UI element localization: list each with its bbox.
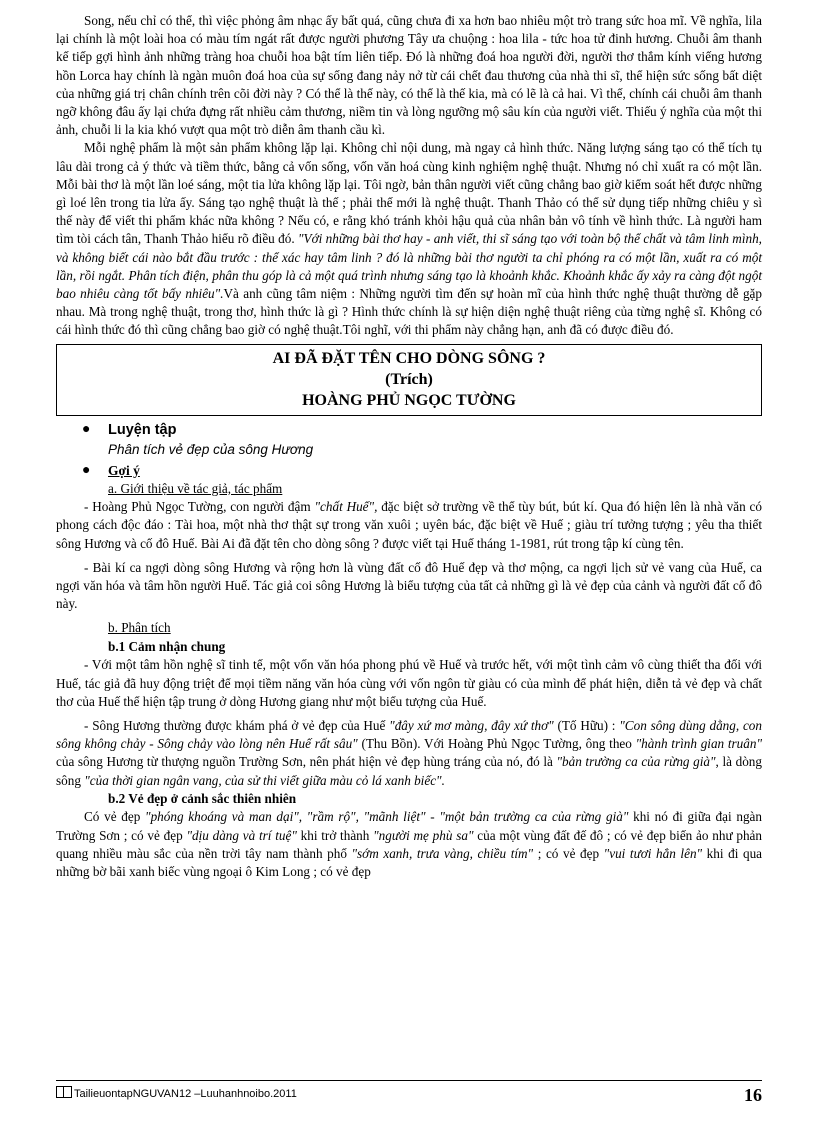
page-footer xyxy=(56,1080,762,1105)
section-a-paragraph-2: - Bài kí ca ngợi dòng sông Hương và rộng hơn là vùng đất cố đô Huế đẹp và thơ mộng, ca ngợi lịch sử vẻ vang của Huế, ca ngợi văn hóa và tâm hồn người Huế. Tác giả coi sông Hương là biểu tượng của tất cả những gì là vẻ đẹp của cảnh và người đất cố đô này. xyxy=(56,559,762,612)
intro-paragraph-2-quote: "Với những bài thơ hay - anh viết, thi sĩ sáng tạo với toàn bộ thể chất và tâm linh mình, và không biết cái nào bắt đầu trước : thể xác hay tâm linh ? đó là những bài thơ người ta chỉ phóng ra có một lần, xuất ra có một lần, rồi ngắt. Phân tích điện, phân thu góp là cả một quá trình nhưng sáng tạo là khoảnh khắc. Khoảnh khắc ấy xảy ra càng đột ngột bao nhiêu càng tốt bấy nhiêu". xyxy=(56,231,762,302)
practice-list xyxy=(56,420,762,440)
b2-text-c: khi trở thành xyxy=(296,827,374,843)
section-b2-title: b.2 Vẻ đẹp ở cảnh sắc thiên nhiên xyxy=(108,790,297,806)
bullet-icon: ● xyxy=(82,462,91,478)
section-a-title: a. Giới thiệu về tác giả, tác phẩm xyxy=(108,480,283,496)
footer-left xyxy=(56,1086,297,1100)
page-number: 16 xyxy=(744,1085,762,1105)
hint-item xyxy=(56,461,762,480)
b2-text-b: khi nó đi giữa đại ngàn Trường Sơn ; có vẻ đẹp xyxy=(56,809,762,843)
b2-quote-5: "vui tươi hẳn lên" xyxy=(603,845,703,861)
b1-p2-quote-4: "bản trường ca của rừng già" xyxy=(556,754,716,770)
b2-quote-3: "người mẹ phù sa" xyxy=(373,827,474,843)
intro-paragraph-1: Song, nếu chỉ có thể, thì việc phỏng âm nhạc ấy bất quá, cũng chưa đi xa hơn bao nhiêu một trò trang sức hoa mĩ. Về nghĩa, lila lại chính là một loài hoa có màu tím ngát rất được người phương Tây ưa chuộng : hoa lila - tức hoa tử đinh hương. Chuỗi âm thanh kế tiếp gợi hình ảnh những tràng hoa chuỗi hoa bật tím liên tiếp. Đó là những đoá hoa người đời, người thơ thắm kính viếng hương hồn Lorca hay chính là ngàn muôn đoá hoa của sự sống đang nảy nở từ cái chết đau thương của nhà thi sĩ, thể hiện sức sống bất diệt của những giá trị chân chính trên cõi đời này ? Có thể là thế này, có thể là thế kia, mà có lẽ là cả hai. Vì thế, chính cái chuỗi âm thanh ngỡ không đâu ấy lại chứa đựng rất nhiều cảm thương, niềm tin và lòng ngưỡng mộ sâu kín của người viết. Thiếu ý nghĩa của một thi ảnh, chuỗi li la kia khó vượt qua một trò diễn âm thanh cầu kì. xyxy=(56,13,762,138)
b2-text-d: của một vùng đất đế đô ; có vẻ đẹp biến ảo như phản quang nhiều màu sắc của nền trời tây nam thành phố xyxy=(56,827,763,861)
b1-p2-text-d: của sông Hương từ thượng nguồn Trường Sơn, nên phát hiện vẻ đẹp hùng tráng của nó, đó là xyxy=(56,754,557,770)
footer-text: TailieuontapNGUVAN12 –Luuhanhnoibo.2011 xyxy=(74,1088,297,1100)
b2-quote-1: "phóng khoáng và man dại", "rầm rộ", "mãnh liệt" - "một bản trường ca của rừng già" xyxy=(145,809,629,825)
b2-quote-2: "dịu dàng và trí tuệ" xyxy=(186,827,297,843)
b1-p2-quote-3: "hành trình gian truân" xyxy=(635,736,762,752)
section-a-paragraph-1-text-a: - Hoàng Phủ Ngọc Tường, con người đậm xyxy=(84,499,315,515)
b1-p2-quote-5: "của thời gian ngân vang, của sử thi viết giữa màu cỏ lá xanh biếc". xyxy=(84,772,445,788)
section-b2-paragraph xyxy=(56,808,762,881)
title-box-line-3: HOÀNG PHỦ NGỌC TƯỜNG xyxy=(302,391,516,409)
section-b1-paragraph-1: - Với một tâm hồn nghệ sĩ tinh tế, một vốn văn hóa phong phú về Huế và trước hết, với một tình cảm vô cùng thiết tha đối với Huế, tác giả đã huy động triệt để mọi tiềm năng văn hóa cùng với vốn ngôn từ giàu có của mình để phát hiện, diễn tả vẻ đẹp và chất thơ của Huế thể hiện tập trung ở dòng Hương giang như một biểu tượng của Huế. xyxy=(56,657,762,709)
intro-paragraph-2-text-b: Và anh cũng tâm niệm : Những người tìm đến sự hoàn mĩ của hình thức nghệ thuật thường dễ gặp nhau. Mà trong nghệ thuật, trong thơ, hình thức là gì ? Hình thức chính là sự hiện diện nghệ thuật riêng của từng nghệ sĩ. Không có cái hình thức đó thì cũng chẳng bao giờ có nghệ thuật.Tôi nghĩ, với thi phẩm này chẳng hạn, anh đã có được điều đó. xyxy=(56,286,763,338)
section-a-paragraph-1-text-b: đặc biệt sở trường về thể tùy bút, bút kí. Qua đó hiện lên là nhà văn có phong cách độc đáo : Tài hoa, một nhà thơ thật sự trong văn xuôi ; uyên bác, đặc biệt về Huế ; giàu trí tưởng tượng ; yêu tha thiết sông Hương và cố đô Huế. Bài Ai đã đặt tên cho dòng sông ? được viết tại Huế tháng 1-1981, rút trong tập kí cùng tên. xyxy=(56,499,762,551)
intro-paragraph-2 xyxy=(56,139,762,339)
hint-heading: Gợi ý xyxy=(108,462,140,478)
practice-heading: Luyện tập xyxy=(108,421,177,438)
intro-paragraph-2-text-a: Mỗi nghệ phẩm là một sản phẩm không lặp lại. Không chỉ nội dung, mà ngay cả hình thức. Năng lượng sáng tạo có thể tích tụ lâu dài trong cả ý thức và tiềm thức, bằng cả vốn sống, vốn văn hoá cùng kinh nghiệm nghệ thuật. Nhưng nó chỉ xuất ra có một lần. Mỗi bài thơ là một lần loé sáng, một tia lửa không lặp lại. Tôi ngờ, bản thân người viết cũng chẳng bao giờ kiểm soát hết được những gì loé lên trong tia lửa ấy. Sáng tạo nghệ thuật là thế ; phải thế mới là nghệ thuật. Thanh Thảo có thể sử dụng tiếp những chiêu y sì thế này để viết thi phẩm khác nữa không ? Nếu có, e rằng khó tránh khỏi hậu quả của nhân bản vô tính về hình thức. Là người ham tìm tòi cách tân, Thanh Thảo hiểu rõ điều đó. xyxy=(56,140,762,247)
section-a-paragraph-1-quote: "chất Huế", xyxy=(314,499,378,515)
title-box xyxy=(56,344,762,416)
b2-text-f: khi đi qua những bờ bãi xanh biếc vùng ngoại ô Kim Long ; có vẻ đẹp xyxy=(56,845,763,879)
hint-list xyxy=(56,461,762,480)
section-b1-paragraph-2 xyxy=(56,717,762,790)
b2-text-e: ; có vẻ đẹp xyxy=(533,845,604,861)
b1-p2-quote-1: "đây xứ mơ màng, đây xứ thơ" xyxy=(389,717,554,733)
title-box-line-2: (Trích) xyxy=(385,370,433,388)
practice-task: Phân tích vẻ đẹp của sông Hương xyxy=(108,441,314,457)
section-b-title: b. Phân tích xyxy=(108,620,171,636)
b1-p2-text-c: (Thu Bồn). Với Hoàng Phủ Ngọc Tường, ông theo xyxy=(357,736,636,752)
b1-p2-text-b: (Tố Hữu) : xyxy=(553,717,620,733)
section-b1-title: b.1 Cảm nhận chung xyxy=(108,638,226,654)
b1-p2-text-a: - Sông Hương thường được khám phá ở vẻ đẹp của Huế xyxy=(84,717,390,733)
practice-item xyxy=(56,420,762,440)
b1-p2-text-e: , là dòng sông xyxy=(56,754,762,788)
document-page xyxy=(56,12,762,881)
bullet-icon: ● xyxy=(82,421,91,437)
b2-quote-4: "sớm xanh, trưa vàng, chiều tím" xyxy=(351,845,534,861)
title-box-line-1: AI ĐÃ ĐẶT TÊN CHO DÒNG SÔNG ? xyxy=(272,349,546,367)
b2-text-a: Có vẻ đẹp xyxy=(84,809,146,825)
section-a-paragraph-1 xyxy=(56,498,762,553)
b1-p2-quote-2: "Con sông dùng dằng, con sông không chảy - Sông chảy vào lòng nên Huế rất sâu" xyxy=(56,717,762,752)
book-icon xyxy=(56,1086,72,1098)
